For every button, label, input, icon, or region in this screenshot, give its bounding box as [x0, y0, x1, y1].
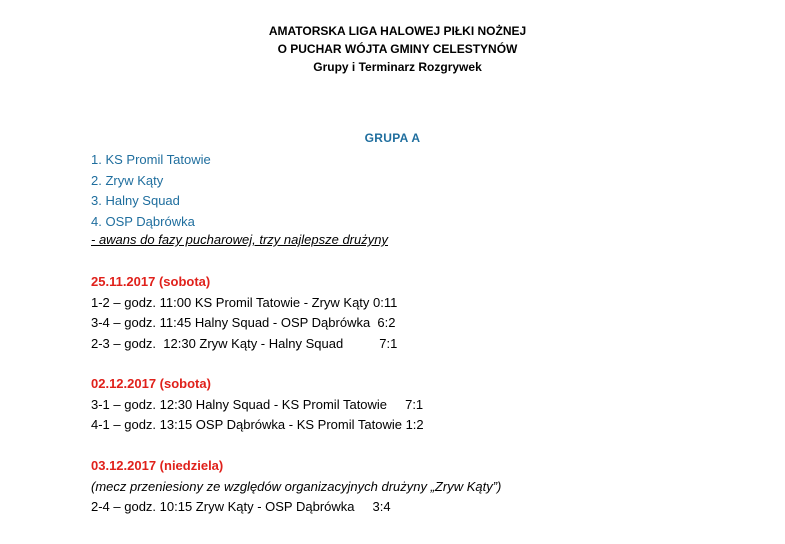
- team-item: 2. Zryw Kąty: [91, 172, 164, 188]
- round-date: 02.12.2017 (sobota): [91, 376, 211, 391]
- league-title: AMATORSKA LIGA HALOWEJ PIŁKI NOŻNEJ: [268, 24, 527, 38]
- group-title: GRUPA A: [364, 131, 421, 145]
- team-item: 1. KS Promil Tatowie: [91, 152, 211, 167]
- match-row: 4-1 – godz. 13:15 OSP Dąbrówka - KS Promil Tatowie 1:2: [91, 417, 424, 433]
- match-row: 3-4 – godz. 11:45 Halny Squad - OSP Dąbrówka 6:2: [91, 315, 396, 331]
- team-item: 4. OSP Dąbrówka: [91, 213, 195, 229]
- advancement-note: - awans do fazy pucharowej, trzy najlepsze drużyny: [91, 232, 388, 247]
- reschedule-note: (mecz przeniesiony ze względów organizacyjnych drużyny „Zryw Kąty”): [91, 478, 502, 494]
- team-list: [91, 150, 211, 232]
- match-row: 1-2 – godz. 11:00 KS Promil Tatowie - Zryw Kąty 0:11: [91, 294, 398, 310]
- round-section: [91, 456, 501, 518]
- match-row: 3-1 – godz. 12:30 Halny Squad - KS Promil Tatowie 7:1: [91, 396, 424, 412]
- cup-title: O PUCHAR WÓJTA GMINY CELESTYNÓW: [277, 42, 518, 56]
- round-date: 03.12.2017 (niedziela): [91, 458, 224, 473]
- document-subtitle: Grupy i Terminarz Rozgrywek: [313, 60, 482, 74]
- round-section: [91, 374, 424, 436]
- match-row: 2-3 – godz. 12:30 Zryw Kąty - Halny Squad 7:1: [91, 335, 398, 351]
- match-row: 2-4 – godz. 10:15 Zryw Kąty - OSP Dąbrówka 3:4: [91, 499, 391, 515]
- round-section: [91, 272, 397, 354]
- team-item: 3. Halny Squad: [91, 193, 180, 209]
- document-header: [0, 22, 785, 76]
- round-date: 25.11.2017 (sobota): [91, 274, 211, 289]
